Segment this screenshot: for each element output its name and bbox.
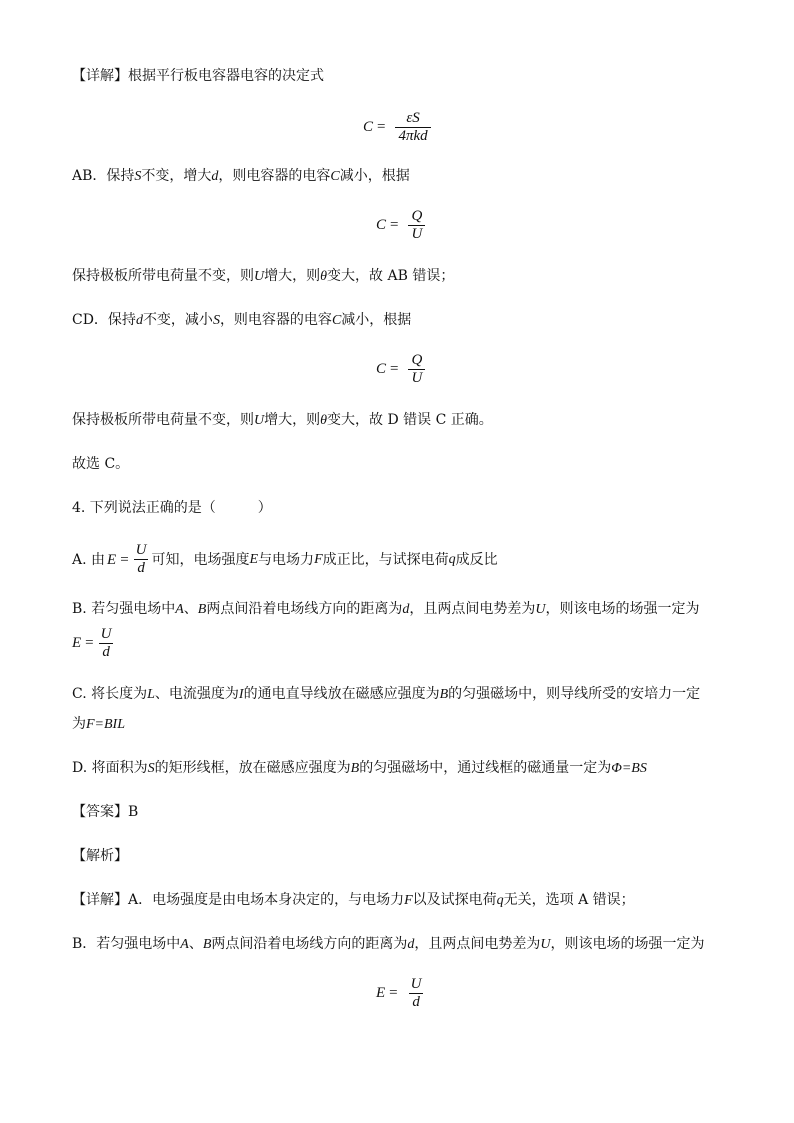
- math-symbol: q: [448, 551, 456, 567]
- math-symbol: d: [402, 602, 410, 617]
- text-span: 的通电直导线放在磁感应强度为: [243, 686, 440, 702]
- text-span: 可知，电场强度: [151, 551, 250, 568]
- math-symbol: A: [180, 937, 189, 952]
- fraction-denominator: d: [99, 643, 113, 661]
- analysis-heading: [72, 846, 128, 866]
- formula-equals: =: [390, 217, 399, 233]
- option-b-line1: [72, 599, 699, 620]
- ab-conclusion-line: [72, 266, 454, 287]
- math-symbol: d: [135, 313, 143, 328]
- fraction-denominator: 4πkd: [395, 127, 430, 145]
- text-span: 4. 下列说法正确的是（ ）: [72, 500, 272, 516]
- formula-lhs: C: [376, 217, 387, 233]
- text-span: B．若匀强电场中: [72, 936, 181, 952]
- fraction-numerator: U: [410, 976, 422, 992]
- math-symbol: B: [439, 687, 449, 702]
- math-symbol: C: [330, 169, 340, 184]
- text-span: 减小，根据: [339, 168, 410, 184]
- math-symbol: d: [407, 937, 415, 952]
- cd-conclusion-line: [72, 410, 493, 431]
- text-span: 不变，减小: [142, 312, 213, 328]
- math-symbol: F=BIL: [86, 717, 125, 732]
- text-span: ，且两点间电势差为: [414, 936, 541, 952]
- cd-analysis-line: [72, 310, 411, 331]
- fraction: [133, 542, 150, 577]
- text-span: 两点间沿着电场线方向的距离为: [211, 936, 408, 952]
- math-symbol: F: [314, 551, 323, 567]
- text-span: 增大，则: [264, 412, 321, 428]
- formula-equals: =: [85, 635, 94, 651]
- text-span: AB．保持: [72, 168, 135, 184]
- fraction: [408, 352, 425, 387]
- formula-equals: =: [120, 551, 129, 568]
- text-span: 、: [188, 936, 203, 952]
- text-span: 减小，根据: [341, 312, 412, 328]
- math-symbol: F: [404, 893, 413, 908]
- fraction-numerator: U: [135, 542, 147, 558]
- fraction-denominator: d: [409, 993, 423, 1011]
- math-symbol: S: [212, 313, 220, 328]
- formula-lhs: E: [107, 551, 117, 568]
- fraction-denominator: d: [134, 559, 148, 577]
- math-symbol: U: [254, 413, 265, 428]
- text-span: ，则电容器的电容: [219, 312, 332, 328]
- detail-b-line: [72, 934, 705, 955]
- text-span: CD．保持: [72, 312, 136, 328]
- math-symbol: U: [535, 602, 546, 617]
- fraction: [408, 208, 425, 243]
- text-span: D. 将面积为: [72, 760, 148, 776]
- text-span: 故选 C。: [72, 456, 130, 472]
- text-span: 变大，故 AB 错误；: [327, 268, 455, 284]
- text-span: 为: [72, 716, 86, 732]
- fraction-denominator: U: [408, 369, 425, 387]
- fraction: [98, 626, 115, 661]
- fraction-numerator: Q: [411, 352, 423, 368]
- text-span: C. 将长度为: [72, 686, 148, 702]
- text-span: A. 由: [72, 551, 106, 568]
- text-span: 不变，增大: [141, 168, 212, 184]
- formula-equals: =: [389, 985, 398, 1001]
- text-span: 保持极板所带电荷量不变，则: [72, 268, 254, 284]
- math-symbol: d: [211, 169, 219, 184]
- math-symbol: S: [134, 169, 142, 184]
- math-symbol: θ: [320, 413, 328, 428]
- text-span: 【答案】B: [72, 804, 139, 820]
- fraction: [408, 976, 425, 1011]
- math-symbol: E: [249, 551, 259, 567]
- charge-formula-1: [376, 208, 425, 243]
- fraction-numerator: Q: [411, 208, 423, 224]
- option-a-formula: [107, 542, 149, 577]
- text-span: 以及试探电荷: [412, 892, 497, 908]
- math-symbol: B: [350, 761, 360, 776]
- text-span: B. 若匀强电场中: [72, 601, 176, 617]
- math-symbol: U: [540, 937, 551, 952]
- math-symbol: U: [254, 269, 265, 284]
- text-span: 与电场力: [258, 551, 315, 568]
- formula-equals: =: [377, 119, 386, 135]
- fraction-numerator: εS: [406, 110, 420, 126]
- formula-lhs: E: [376, 985, 386, 1001]
- text-span: 无关，选项 A 错误；: [503, 892, 635, 908]
- formula-lhs: E: [72, 635, 82, 651]
- math-symbol: C: [331, 313, 342, 328]
- text-span: 【详解】根据平行板电容器电容的决定式: [72, 68, 324, 84]
- math-symbol: B: [197, 602, 207, 617]
- math-symbol: A: [175, 602, 184, 617]
- answer-line: [72, 802, 138, 822]
- text-span: ，且两点间电势差为: [409, 601, 536, 617]
- option-b-formula: [72, 626, 114, 661]
- text-span: 【详解】A．电场强度是由电场本身决定的，与电场力: [72, 892, 405, 908]
- charge-formula-2: [376, 352, 425, 387]
- fraction: [395, 110, 430, 145]
- capacitance-formula: [363, 110, 431, 145]
- text-span: 、: [183, 601, 198, 617]
- option-c-line2: [72, 714, 125, 735]
- detail-a-line: [72, 890, 635, 911]
- text-span: ，则电容器的电容: [218, 168, 331, 184]
- formula-lhs: C: [376, 361, 387, 377]
- math-symbol: θ: [320, 269, 328, 284]
- text-span: 的匀强磁场中，则导线所受的安培力一定: [448, 686, 701, 702]
- formula-equals: =: [390, 361, 399, 377]
- math-symbol: B: [202, 937, 212, 952]
- text-span: ，则该电场的场强一定为: [550, 936, 705, 952]
- option-c-line1: [72, 684, 700, 705]
- option-d: [72, 758, 647, 779]
- math-symbol: L: [147, 687, 155, 702]
- text-span: 两点间沿着电场线方向的距离为: [206, 601, 403, 617]
- option-a: [72, 542, 498, 577]
- text-span: 【解析】: [72, 848, 128, 864]
- fraction-denominator: U: [408, 225, 425, 243]
- math-symbol: S: [147, 761, 155, 776]
- detail-intro-line: [72, 66, 324, 86]
- choice-line: [72, 454, 129, 474]
- ab-analysis-line: [72, 166, 410, 187]
- text-span: 、电流强度为: [154, 686, 239, 702]
- math-symbol: I: [238, 687, 244, 702]
- field-strength-formula: [376, 976, 424, 1011]
- fraction-numerator: U: [100, 626, 112, 642]
- math-symbol: Φ=BS: [611, 761, 647, 776]
- text-span: 增大，则: [264, 268, 321, 284]
- question-4-stem: [72, 498, 272, 518]
- text-span: 成正比，与试探电荷: [322, 551, 449, 568]
- text-span: 的匀强磁场中，通过线框的磁通量一定为: [359, 760, 612, 776]
- text-span: 保持极板所带电荷量不变，则: [72, 412, 254, 428]
- formula-lhs: C: [363, 119, 374, 135]
- math-symbol: q: [496, 893, 504, 908]
- text-span: 成反比: [455, 551, 498, 568]
- text-span: 变大，故 D 错误 C 正确。: [327, 412, 493, 428]
- text-span: 的矩形线框，放在磁感应强度为: [154, 760, 351, 776]
- text-span: ，则该电场的场强一定为: [545, 601, 700, 617]
